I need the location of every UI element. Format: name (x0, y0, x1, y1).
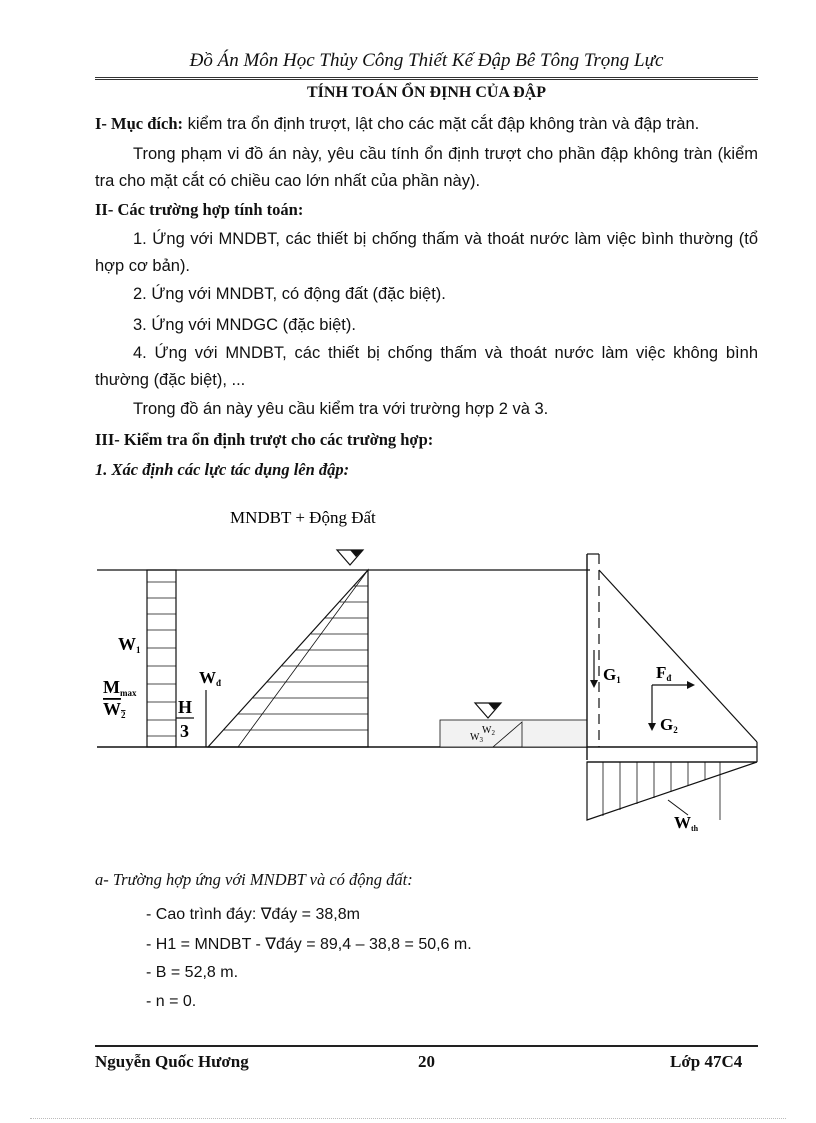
section-title: TÍNH TOÁN ỔN ĐỊNH CỦA ĐẬP (307, 84, 546, 101)
label-w2-bar: W2 (103, 699, 126, 720)
part1-paragraph (95, 110, 758, 138)
seismic-pressure-arrows (147, 582, 176, 736)
label-w2-downstream: $W_2$ (482, 725, 495, 737)
footer-page-number: 20 (418, 1052, 435, 1071)
case-item-4: 4. Ứng với MNDBT, các thiết bị chống thấm và thoát nước làm việc không bình thường (đặc biệt), ... (95, 344, 758, 389)
case-a-heading: a- Trường hợp ứng với MNDBT và có động đất: (95, 870, 413, 889)
downstream-sediment (440, 720, 587, 747)
part1-para2: Trong phạm vi đồ án này, yêu cầu tính ổn định trượt cho phần đập không tràn (kiểm tra cho mặt cắt có chiều cao lớn nhất của phần này). (95, 145, 758, 190)
case-a-line-3: - B = 52,8 m. (146, 964, 239, 981)
case-item-3: 3. Ứng với MNDGC (đặc biệt). (133, 316, 356, 334)
case-a-line-4: - n = 0. (146, 993, 197, 1010)
label-w1: W1 (118, 634, 141, 655)
footer-divider (95, 1045, 758, 1047)
label-fd: Fđ (656, 663, 672, 683)
uplift-pressure-diagram (587, 762, 757, 820)
part2-heading: II- Các trường hợp tính toán: (95, 200, 304, 219)
case-a-line-2: - H1 = MNDBT - ∇đáy = 89,4 – 38,8 = 50,6 m. (146, 936, 472, 953)
label-mmax: Mmax (103, 677, 137, 698)
diagram-title: MNDBT + Động Đất (230, 508, 376, 527)
case-a-line-1: - Cao trình đáy: ∇đáy = 38,8m (146, 906, 360, 923)
part3-heading: III- Kiểm tra ổn định trượt cho các trường hợp: (95, 430, 434, 449)
dam-force-diagram (0, 490, 816, 860)
label-wth: Wth (674, 813, 699, 833)
uplift-arrows (603, 762, 705, 816)
label-h-over-3-num: H (178, 697, 193, 717)
label-wd: Wđ (199, 668, 222, 688)
case-item-2: 2. Ứng với MNDBT, có động đất (đặc biệt). (133, 285, 446, 303)
page-edge-dots (30, 1118, 786, 1119)
part3-sub1: 1. Xác định các lực tác dụng lên đập: (95, 460, 350, 479)
case-item-1: 1. Ứng với MNDBT, các thiết bị chống thấm và thoát nước làm việc bình thường (tổ hợp cơ bản). (95, 230, 758, 275)
header-divider (95, 77, 758, 80)
footer-class: Lớp 47C4 (670, 1052, 743, 1071)
footer-author: Nguyễn Quốc Hương (95, 1052, 249, 1071)
hydrostatic-pressure-triangle (208, 570, 368, 747)
part1-text: kiểm tra ổn định trượt, lật cho các mặt cắt đập không tràn và đập tràn. (183, 115, 700, 133)
header-title: Đồ Án Môn Học Thủy Công Thiết Kế Đập Bê Tông Trọng Lực (189, 50, 664, 71)
label-g2: G2 (660, 715, 678, 735)
label-w3: $W_3$ (470, 732, 483, 744)
dam-downstream-face (599, 570, 757, 742)
label-h-over-3-den: 3 (180, 721, 189, 741)
label-g1: G1 (603, 665, 621, 685)
seismic-pressure-block (147, 570, 176, 747)
part2-note: Trong đồ án này yêu cầu kiểm tra với trường hợp 2 và 3. (133, 400, 549, 418)
hydrostatic-pressure-arrows (224, 586, 368, 730)
part1-label: I- Mục đích: (95, 114, 183, 133)
